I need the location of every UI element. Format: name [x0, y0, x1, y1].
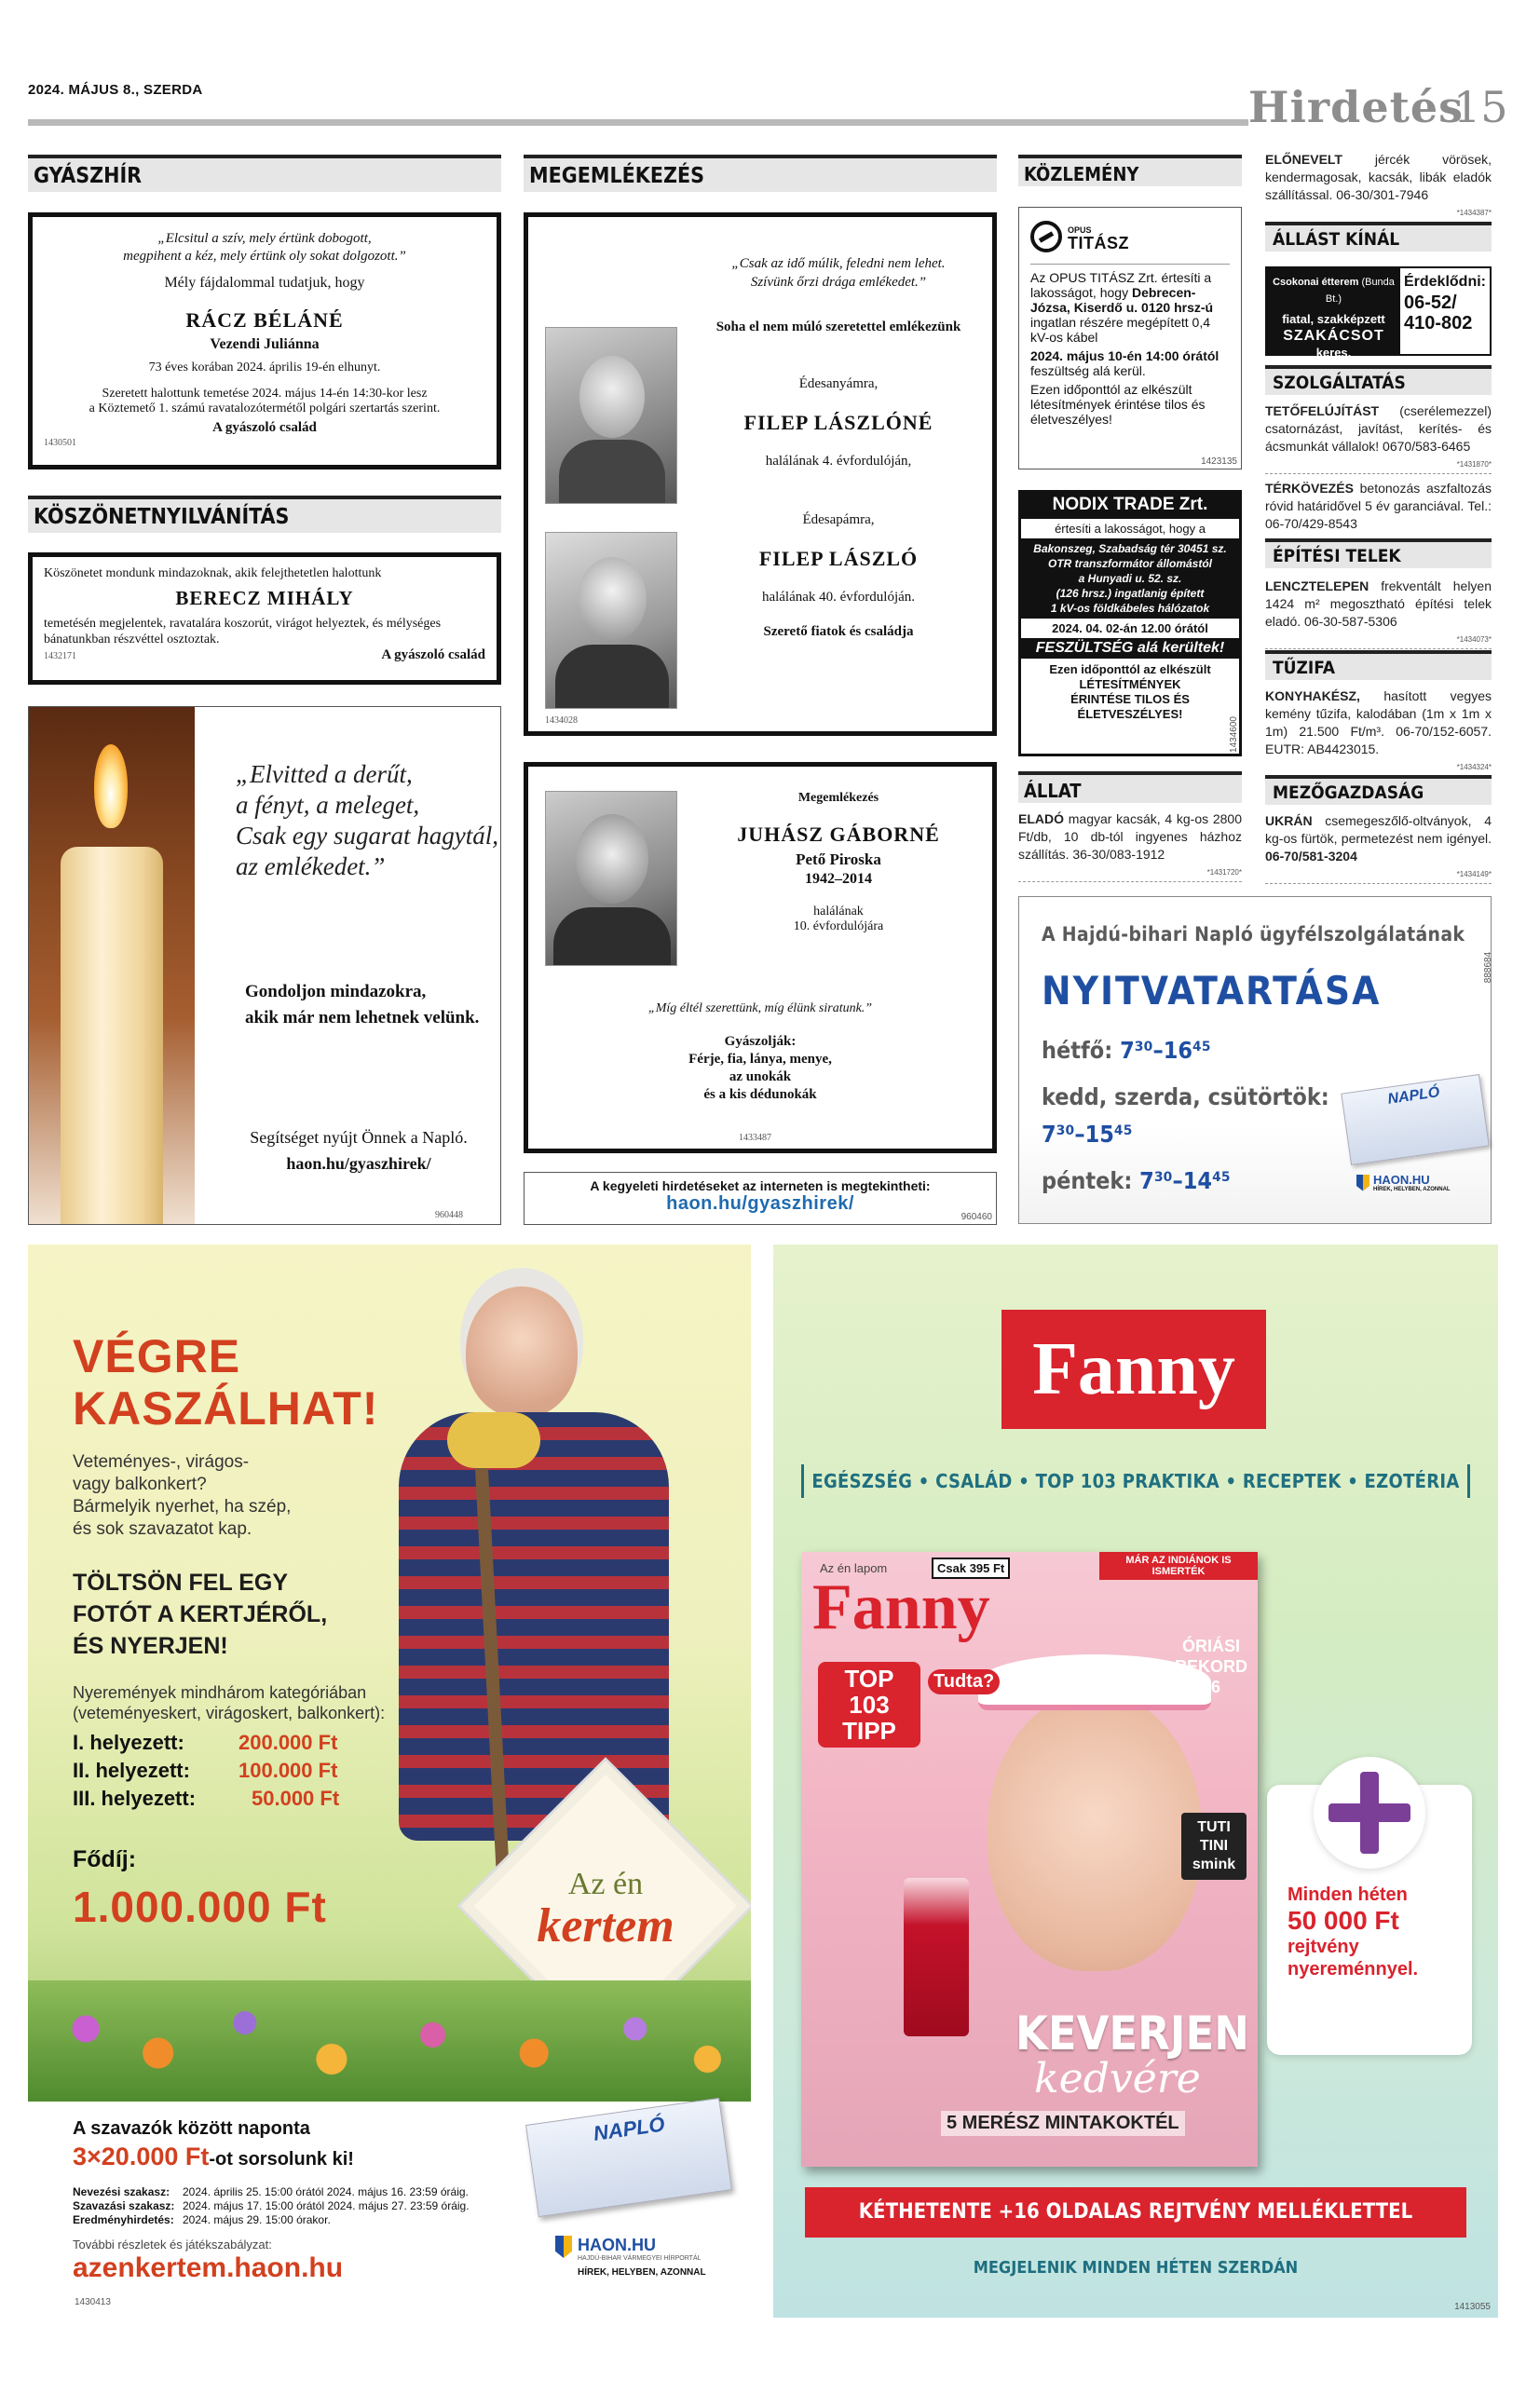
candle-quote — [236, 759, 498, 882]
candle-message — [245, 979, 479, 1031]
kert-ad — [28, 1245, 751, 2318]
employer-name: Csokonai étterem — [1273, 277, 1359, 288]
plus-icon — [1321, 1764, 1418, 1861]
notice-text: a Hunyadi u. 52. sz. — [1078, 572, 1182, 585]
naplo-logo: NAPLÓ — [1386, 1084, 1441, 1108]
classified-text: (cserélemezzel) csatornázást, javítást, kerítés- és ácsmunkát vállalok! 0670/583-6465 — [1265, 403, 1492, 454]
section-mezogazdasag: MEZŐGAZDASÁG — [1265, 775, 1492, 805]
help-url: haon.hu/gyaszhirek/ — [286, 1154, 431, 1173]
classified-keyword: ELŐNEVELT — [1265, 152, 1342, 167]
opus-titasz-notice — [1018, 207, 1242, 469]
date-row — [73, 2213, 470, 2227]
classified-text: magyar kacsák, 4 kg-os 2800 Ft/db, 10 db-tól ingyenes házhoz szállítás. 36-30/083-1912 — [1018, 811, 1243, 862]
classified-text: betonozás aszfaltozás róvid határidővel 5 év garanciával. Tel.: 06-70/429-8543 — [1265, 481, 1492, 531]
thanks-berecz — [28, 552, 501, 685]
date-row — [73, 2185, 470, 2199]
ad-id: *1434324* — [1265, 758, 1492, 777]
maiden-name: Vezendi Juliánna — [210, 336, 320, 352]
employer-sub: (Bunda Bt.) — [1325, 277, 1395, 305]
prize-row — [73, 1757, 339, 1785]
haon-text: HAON.HU — [1373, 1173, 1430, 1187]
opening-hours-ad — [1018, 896, 1492, 1224]
thanks-text: Köszönetet mondunk mindazoknak, akik felejthetetlen halottunk — [44, 566, 382, 580]
ad-id: 1433487 — [739, 1133, 771, 1143]
classified-eloneveld — [1265, 151, 1492, 228]
woman-image — [466, 1286, 578, 1417]
cover-badge: TOP 103 TIPP — [818, 1662, 920, 1748]
intro-line: Veteményes-, virágos- — [73, 1452, 250, 1472]
notice-title: NODIX TRADE Zrt. — [1021, 493, 1239, 519]
plus-line: Minden héten — [1288, 1884, 1408, 1905]
notice-text: LÉTESÍTMÉNYEK — [1079, 677, 1181, 691]
notice-warning: Ezen időponttól az elkészült létesítmények érintése tilos és életveszélyes! — [1030, 382, 1206, 427]
classified-tuzifa — [1265, 687, 1492, 782]
magazine-cover — [801, 1552, 1258, 2167]
fanny-logo: Fanny — [1032, 1328, 1235, 1410]
life-years: 1942–2014 — [805, 871, 872, 887]
job-text: fiatal, szakképzett — [1282, 312, 1385, 326]
haon-subtitle: HAJDÚ-BIHAR VÁRMEGYEI HÍRPORTÁL — [578, 2255, 702, 2262]
prize-place: II. helyezett: — [73, 1759, 190, 1782]
memorial-filep — [524, 212, 997, 736]
quote-line: Csak egy sugarat hagytál, — [236, 822, 498, 850]
anniversary-text: halálának 40. évfordulóján. — [761, 590, 916, 605]
deceased-name: FILEP LÁSZLÓ — [758, 547, 919, 570]
signature: Gyászolják: — [724, 1034, 797, 1049]
candle-ad — [28, 706, 501, 1225]
cover-model — [988, 1692, 1202, 1971]
classified-keyword: KONYHAKÉSZ, — [1265, 688, 1360, 703]
quote-line: „Elvitted a derűt, — [236, 760, 413, 788]
shield-icon — [1356, 1175, 1369, 1191]
classified-keyword: LENCZTELEPEN — [1265, 578, 1369, 593]
anniversary-text: halálának 4. évfordulóján, — [765, 454, 912, 469]
quote-line: Szívünk őrzi drága emlékedet.” — [750, 275, 927, 290]
intro-line: vagy balkonkert? — [73, 1475, 207, 1494]
cover-price: Csak 395 Ft — [932, 1558, 1010, 1579]
main-prize-label: Fődíj: — [73, 1846, 137, 1872]
deceased-name: RÁCZ BÉLÁNÉ — [185, 308, 344, 332]
prize-intro-line: Nyeremények mindhárom kategóriában — [73, 1683, 367, 1702]
notice-date: 2024. 04. 02-án 12.00 órától — [1052, 621, 1208, 635]
logo-text: TITÁSZ — [1068, 234, 1129, 252]
intro-line: Bármelyik nyerhet, ha szép, — [73, 1497, 292, 1517]
prize-row — [73, 1729, 339, 1757]
headline-line: KASZÁLHAT! — [73, 1382, 379, 1435]
intro-line: és sok szavazatot kap. — [73, 1519, 252, 1539]
headline-line: VÉGRE — [73, 1330, 241, 1382]
deceased-name: JUHÁSZ GÁBORNÉ — [737, 823, 940, 846]
prize-amount: 100.000 Ft — [238, 1759, 338, 1782]
daily-draw-text: A szavazók között naponta — [73, 2118, 310, 2139]
notice-text: feszültség alá kerül. — [1030, 363, 1146, 378]
online-link[interactable]: haon.hu/gyaszhirek/ — [666, 1193, 854, 1214]
signature: és a kis dédunokák — [703, 1087, 817, 1102]
prize-amount: 50.000 Ft — [252, 1787, 340, 1810]
woman-shirt — [399, 1412, 669, 1841]
quote-line: az emlékedet.” — [236, 852, 386, 880]
signature: Férje, fia, lánya, menye, — [688, 1052, 832, 1067]
opening-headline: NYITVATARTÁSA — [1042, 968, 1382, 1014]
quote-line: megpihent a kéz, mely értünk oly sokat dolgozott.” — [123, 249, 406, 264]
contact-phone: 06-52/ — [1403, 292, 1457, 313]
signature: Szerető fiatok és családja — [763, 624, 914, 639]
thanks-text: temetésén megjelentek, ravatalára koszorút, virágot helyeztek, és mélységes bánatunkban részvéttel osztoztak. — [44, 617, 442, 646]
job-title: SZAKÁCSOT — [1283, 328, 1384, 344]
ad-id: *1431720* — [1018, 864, 1242, 882]
signature: A gyászoló család — [381, 647, 485, 662]
haon-text: HAON.HU — [578, 2236, 656, 2254]
kert-prizes — [73, 1729, 339, 1813]
ad-id: *1434149* — [1265, 865, 1492, 884]
deceased-name: FILEP LÁSZLÓNÉ — [743, 411, 933, 434]
kert-logo-text: Az én — [567, 1867, 644, 1901]
fanny-schedule: MEGJELENIK MINDEN HÉTEN SZERDÁN — [973, 2258, 1299, 2278]
classified-epitesi — [1265, 578, 1492, 655]
section-koszonet: KÖSZÖNETNYILVÁNÍTÁS — [28, 496, 501, 533]
date-row — [73, 2199, 470, 2213]
cover-text: 5 MERÉSZ MINTAKOKTÉL — [941, 2111, 1185, 2136]
deceased-name: BERECZ MIHÁLY — [175, 587, 354, 609]
opening-hours: 7³⁰–14⁴⁵ — [1139, 1167, 1231, 1194]
ad-id: *1434073* — [1265, 631, 1492, 649]
kert-logo-text: kertem — [537, 1899, 674, 1952]
date-value: 2024. május 29. 15:00 órakor. — [183, 2213, 331, 2226]
haon-logo — [1356, 1173, 1451, 1192]
prize-place: III. helyezett: — [73, 1787, 197, 1810]
quote-line: a fényt, a meleget, — [236, 791, 420, 819]
service-listings — [1265, 402, 1492, 557]
page-number: 15 — [1453, 82, 1508, 132]
opening-title: A Hajdú-bihari Napló ügyfélszolgálatának — [1042, 923, 1465, 946]
classified-text: jércék vörösek, kendermagosak, kacsák, libák eladók szállítással. 06-30/301-7946 — [1265, 152, 1492, 202]
rules-text: További részletek és játékszabályzat: — [73, 2238, 272, 2252]
notice-text: (126 hrsz.) ingatlanig épített — [1056, 587, 1205, 600]
ad-id: 1423135 — [1201, 456, 1237, 467]
notice-text: ingatlan részére megépített 0,4 kV-os kábel — [1030, 315, 1211, 345]
classified-allat — [1018, 810, 1242, 888]
funeral-text: a Köztemető 1. számú ravatalozótermétől polgári szertartás szerint. — [89, 401, 441, 415]
candle-help — [236, 1124, 482, 1177]
anniversary-text: halálának — [813, 905, 864, 918]
notice-text: ÉRINTÉSE TILOS ÉS — [1070, 692, 1190, 706]
date-value: 2024. május 17. 15:00 órától 2024. május 27. 23:59 óráig. — [183, 2199, 470, 2212]
cover-badge: TUTI TINI smink — [1181, 1813, 1247, 1880]
plus-badge — [1267, 1785, 1472, 2055]
date-label: Eredményhirdetés: — [73, 2213, 174, 2226]
daily-draw-text: -ot sorsolunk ki! — [209, 2149, 354, 2170]
cover-text: Az én lapom — [820, 1561, 888, 1575]
kert-headline — [73, 1330, 378, 1435]
prize-intro-line: (veteményeskert, virágoskert, balkonkert): — [73, 1704, 386, 1722]
weekday-label: hétfő: — [1042, 1037, 1113, 1064]
ad-id: *1434387* — [1265, 204, 1492, 223]
shield-icon — [555, 2236, 572, 2258]
portrait-photo — [545, 532, 677, 709]
section-epitesi: ÉPÍTÉSI TELEK — [1265, 538, 1492, 568]
notice-text: ÉLETVESZÉLYES! — [1077, 707, 1183, 721]
intro-text: Soha el nem múló szeretettel emlékezünk — [715, 320, 961, 334]
titasz-logo-icon — [1030, 221, 1062, 252]
cover-headline: KEVERJEN — [1015, 2007, 1249, 2061]
cover-headline: kedvére — [1034, 2055, 1201, 2102]
job-text: keres. — [1315, 346, 1352, 360]
notice-text: Ezen időponttól az elkészült — [1049, 662, 1211, 676]
section-title: Hirdetés — [1248, 82, 1465, 132]
contact-phone: 410-802 — [1403, 313, 1473, 333]
cta-line: ÉS NYERJEN! — [73, 1633, 228, 1659]
anniversary-text: 10. évfordulójára — [793, 919, 884, 933]
issue-date: 2024. MÁJUS 8., SZERDA — [28, 82, 203, 98]
ad-id: 1413055 — [1454, 2302, 1491, 2312]
obituary-racz — [28, 212, 501, 469]
quote-line: „Csak az idő múlik, feledni nem lehet. — [731, 256, 946, 271]
online-text: A kegyeleti hirdetéseket az interneten is megtekintheti: — [590, 1178, 931, 1193]
section-megemlekezes: MEGEMLÉKEZÉS — [524, 155, 997, 192]
prize-place: I. helyezett: — [73, 1731, 184, 1754]
notice-text: 1 kV-os földkábeles hálózatok — [1050, 602, 1210, 615]
ad-id: 1432171 — [44, 651, 76, 661]
prize-amount: 200.000 Ft — [238, 1731, 338, 1754]
classified-mezo — [1265, 812, 1492, 890]
plus-text — [1288, 1884, 1418, 1980]
section-kozlemeny: KÖZLEMÉNY — [1018, 155, 1242, 186]
ad-id: 960448 — [435, 1210, 463, 1220]
memorial-quote: „Míg éltél szerettünk, míg élünk siratunk.” — [647, 1001, 873, 1015]
newspaper-image — [525, 2098, 732, 2217]
kert-cta — [73, 1567, 327, 1662]
quote-line: „Elcsitul a szív, mely értünk dobogott, — [157, 231, 372, 246]
fanny-ad — [773, 1245, 1498, 2318]
age-text: 73 éves korában 2024. április 19-én elhunyt. — [148, 361, 381, 374]
flowers-image — [28, 1980, 751, 2102]
memorial-heading: Megemlékezés — [797, 791, 879, 805]
notice-date: 2024. május 10-én 14:00 órától — [1030, 348, 1219, 363]
glove-image — [447, 1412, 540, 1468]
cta-line: TÖLTSÖN FEL EGY — [73, 1570, 289, 1596]
signature: az unokák — [729, 1069, 792, 1084]
cta-line: FOTÓT A KERTJÉRŐL, — [73, 1601, 328, 1627]
cover-drink — [904, 1878, 969, 2036]
section-allat: ÁLLAT — [1018, 771, 1242, 803]
plus-line: nyereménnyel. — [1288, 1959, 1419, 1979]
ad-id: 960460 — [961, 1212, 992, 1222]
ad-id: 1430501 — [44, 438, 76, 448]
classified-keyword: ELADÓ — [1018, 811, 1064, 826]
kert-prize-intro — [73, 1682, 385, 1723]
relation-text: Édesapámra, — [802, 512, 875, 527]
classified-item — [1265, 402, 1492, 474]
plus-line: rejtvény — [1288, 1937, 1359, 1957]
haon-slogan: HÍREK, HELYBEN, AZONNAL — [1373, 1187, 1451, 1192]
kert-dates — [73, 2185, 470, 2227]
classified-keyword: TÉRKÖVEZÉS — [1265, 481, 1354, 496]
haon-slogan: HÍREK, HELYBEN, AZONNAL — [578, 2267, 706, 2278]
cover-text: ÓRIÁSI REKORD 16 — [1174, 1637, 1247, 1696]
kert-logo — [494, 1867, 717, 1951]
contact-label: Érdeklődni: — [1403, 274, 1486, 290]
ad-id: 888684 — [1482, 951, 1493, 984]
plus-amount: 50 000 Ft — [1288, 1906, 1399, 1935]
fanny-banner: KÉTHETENTE +16 OLDALAS REJTVÉNY MELLÉKLETTEL — [805, 2187, 1466, 2238]
ad-id: 1434028 — [545, 715, 578, 726]
naplo-logo: NAPLÓ — [592, 2112, 667, 2145]
kert-url[interactable]: azenkertem.haon.hu — [73, 2252, 344, 2283]
online-notice — [524, 1172, 997, 1225]
intro-text: Mély fájdalommal tudatjuk, hogy — [164, 275, 365, 291]
daily-draw-amount: 3×20.000 Ft — [73, 2143, 210, 2170]
classified-keyword: TETŐFELÚJÍTÁST — [1265, 403, 1380, 418]
cover-badge: Tudta? — [928, 1669, 1000, 1694]
funeral-text: Szeretett halottunk temetése 2024. május 14-én 14:30-kor lesz — [102, 387, 428, 401]
date-value: 2024. április 25. 15:00 órától 2024. május 16. 23:59 óráig. — [183, 2185, 469, 2198]
help-line: Segítséget nyújt Önnek a Napló. — [250, 1128, 468, 1147]
section-szolgaltatas: SZOLGÁLTATÁS — [1265, 365, 1492, 395]
notice-text: OTR transzformátor állomástól — [1047, 557, 1213, 570]
weekday-label: péntek: — [1042, 1167, 1133, 1194]
relation-text: Édesanyámra, — [798, 376, 879, 391]
ad-id: 1434600 — [1229, 716, 1239, 753]
classified-keyword: UKRÁN — [1265, 813, 1313, 828]
ad-id: 1430413 — [75, 2297, 111, 2307]
classified-phone: 06-70/581-3204 — [1265, 849, 1357, 864]
header-rule — [28, 119, 1248, 126]
fanny-logo-box — [1001, 1310, 1266, 1429]
classified-text: csemegeszőlő-oltványok, 4 kg-os fürtök, permetezést nem igényel. — [1265, 813, 1492, 846]
notice-warning: FESZÜLTSÉG alá kerültek! — [1021, 638, 1239, 659]
message-line: akik már nem lehetnek velünk. — [245, 1008, 480, 1027]
cover-text: MÁR AZ INDIÁNOK IS ISMERTÉK — [1099, 1552, 1258, 1580]
opening-hours: 7³⁰–16⁴⁵ — [1120, 1037, 1211, 1064]
candle-image — [29, 707, 195, 1224]
classified-text: hasított vegyes kemény tűzifa, kalodában (1m x 1m x 1m) 21.500 Ft/m³. 06-70/152-6057. EUTR: AB4423015. — [1265, 688, 1492, 756]
opening-hours: 7³⁰–15⁴⁵ — [1042, 1121, 1133, 1148]
kert-intro — [73, 1451, 291, 1541]
date-label: Szavazási szakasz: — [73, 2199, 175, 2212]
job-ad — [1265, 266, 1492, 360]
notice-text: Az OPUS TITÁSZ Zrt. értesíti a lakosságot, hogy — [1030, 270, 1212, 300]
notice-text: értesíti a lakosságot, hogy a — [1055, 522, 1206, 536]
section-tuzifa: TŰZIFA — [1265, 650, 1492, 680]
nodix-notice — [1018, 490, 1242, 756]
fanny-tagline: EGÉSZSÉG • CSALÁD • TOP 103 PRAKTIKA • RECEPTEK • EZOTÉRIA — [801, 1464, 1470, 1498]
section-gyaszhir: GYÁSZHÍR — [28, 155, 501, 192]
memorial-juhasz — [524, 762, 997, 1153]
prize-row — [73, 1785, 339, 1813]
notice-location: Debrecen-Józsa, Kiserdő u. 0120 hrsz-ú — [1030, 285, 1214, 315]
cover-logo: Fanny — [812, 1571, 990, 1643]
weekday-label: kedd, szerda, csütörtök: — [1042, 1083, 1329, 1110]
notice-text: Bakonszeg, Szabadság tér 30451 sz. — [1033, 542, 1227, 555]
message-line: Gondoljon mindazokra, — [245, 982, 427, 1001]
main-prize-amount: 1.000.000 Ft — [73, 1883, 327, 1931]
classified-text: frekventált helyen 1424 m² megosztható építési telek eladó. 06-30-587-5306 — [1265, 578, 1492, 629]
haon-logo — [555, 2236, 706, 2278]
maiden-name: Pető Piroska — [796, 850, 881, 868]
logo-text: OPUS — [1068, 225, 1092, 235]
portrait-photo — [545, 791, 677, 966]
date-label: Nevezési szakasz: — [73, 2185, 170, 2198]
newspaper-image — [1341, 1074, 1489, 1165]
section-allas: ÁLLÁST KÍNÁL — [1265, 222, 1492, 252]
portrait-photo — [545, 327, 677, 504]
ad-id: *1431870* — [1265, 456, 1492, 474]
signature: A gyászoló család — [212, 420, 317, 435]
